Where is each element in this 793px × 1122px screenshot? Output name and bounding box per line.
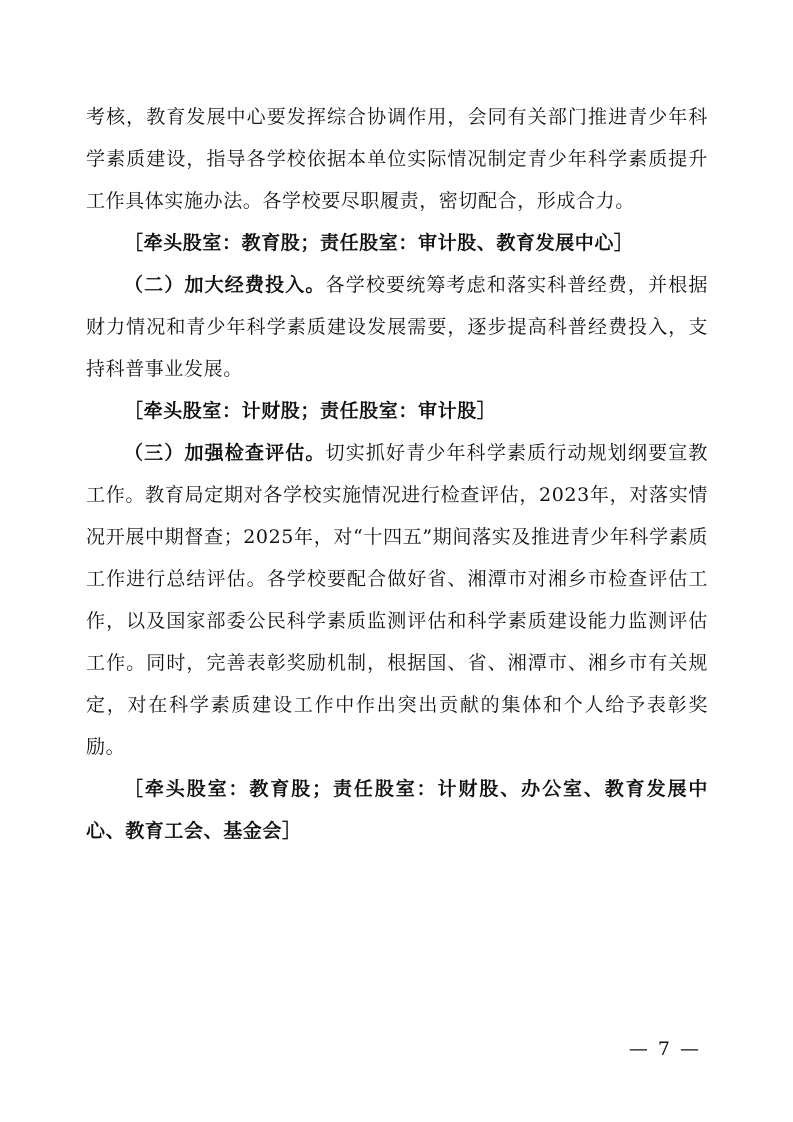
section-2-heading: （二）加大经费投入。 (124, 274, 326, 296)
document-body (86, 96, 708, 852)
section-2-body: 各学校要统筹考虑和落实科普经费，并根据财力情况和青少年科学素质建设发展需要，逐步提高科普经费投入，支持科普事业发展。 (86, 274, 708, 380)
responsibility-note-1: ［牵头股室：教育股；责任股室：审计股、教育发展中心］ (124, 232, 634, 254)
responsibility-note-3: ［牵头股室：教育股；责任股室：计财股、办公室、教育发展中心、教育工会、基金会］ (86, 778, 708, 842)
paragraph-continuation: 考核，教育发展中心要发挥综合协调作用，会同有关部门推进青少年科学素质建设，指导各学校依据本单位实际情况制定青少年科学素质提升工作具体实施办法。各学校要尽职履责，密切配合，形成合力。 (86, 106, 708, 212)
responsibility-note-2: ［牵头股室：计财股；责任股室：审计股］ (124, 400, 497, 422)
page-number: — 7 — (628, 1038, 701, 1060)
section-3-body: 切实抓好青少年科学素质行动规划纲要宣教工作。教育局定期对各学校实施情况进行检查评估，2023年，对落实情况开展中期督查；2025年，对“十四五”期间落实及推进青少年科学素质工作进行总结评估。各学校要配合做好省、湘潭市对湘乡市检查评估工作，以及国家部委公民科学素质监测评估和科学素质建设能力监测评估工作。同时，完善表彰奖励机制，根据国、省、湘潭市、湘乡市有关规定，对在科学素质建设工作中作出突出贡献的集体和个人给予表彰奖励。 (86, 442, 708, 758)
section-3 (86, 432, 708, 768)
section-3-heading: （三）加强检查评估。 (124, 442, 326, 464)
section-2 (86, 264, 708, 390)
